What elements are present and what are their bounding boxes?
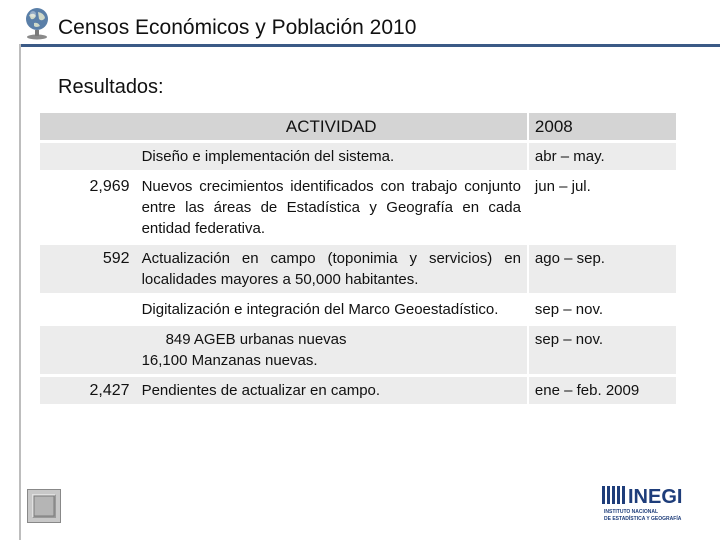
column-header-year: 2008 (529, 113, 676, 140)
back-button[interactable] (27, 489, 61, 523)
left-border (19, 44, 21, 540)
results-table (40, 110, 676, 407)
section-title: Resultados: (58, 76, 164, 98)
manzanas-count: 16,100 Manzanas nuevas. (141, 352, 318, 369)
table-row: 2,427 Pendientes de actualizar en campo. ene – feb. 2009 (40, 377, 676, 404)
table-row: 849 AGEB urbanas nuevas 16,100 Manzanas nuevas. sep – nov. (40, 326, 676, 374)
column-header-activity: ACTIVIDAD (138, 113, 527, 140)
globe-icon (22, 6, 52, 40)
logo-text: INEGI (628, 486, 683, 508)
ageb-count: 849 AGEB urbanas nuevas (165, 331, 347, 348)
page-title: Censos Económicos y Población 2010 (58, 16, 417, 39)
table-row: 592 Actualización en campo (toponimia y servicios) en localidades mayores a 50,000 habitantes. ago – sep. (40, 245, 676, 293)
table-row: 2,969 Nuevos crecimientos identificados con trabajo conjunto entre las áreas de Estadística y Geografía en cada entidad federativa. jun – jul. (40, 173, 676, 242)
logo-subtext: INSTITUTO NACIONAL DE ESTADÍSTICA Y GEOGRAFÍA (604, 509, 682, 522)
back-arrow-icon (28, 490, 60, 522)
table-row: Diseño e implementación del sistema. abr – may. (40, 143, 676, 170)
header-divider (20, 44, 720, 47)
table-header-row (40, 113, 676, 140)
table-row: Digitalización e integración del Marco Geoestadístico. sep – nov. (40, 296, 676, 323)
inegi-logo (600, 484, 695, 530)
